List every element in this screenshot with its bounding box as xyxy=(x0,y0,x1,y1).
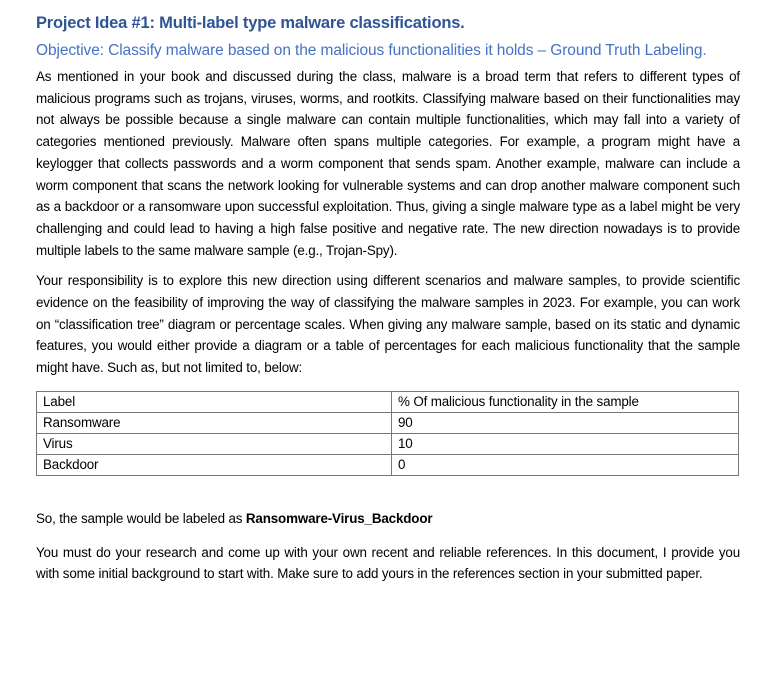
objective-heading: Objective: Classify malware based on the malicious functionalities it holds – Ground Truth Labeling. xyxy=(36,42,707,59)
cell-percentage: 0 xyxy=(392,454,739,475)
paragraph-label-result xyxy=(36,508,740,530)
functionality-table xyxy=(36,391,739,476)
cell-percentage: 10 xyxy=(392,433,739,454)
label-result-prefix: So, the sample would be labeled as xyxy=(36,510,246,526)
cell-label: Virus xyxy=(37,433,392,454)
header-label: Label xyxy=(37,391,392,412)
cell-label: Backdoor xyxy=(37,454,392,475)
paragraph-responsibility: Your responsibility is to explore this new direction using different scenarios and malware samples, to provide scientific evidence on the feasibility of improving the way of classifying the malware samples in 2023. For example, you can work on “classification tree” diagram or percentage scales. When giving any malware sample, based on its static and dynamic features, you would either provide a diagram or a table of percentages for each malicious functionality that the sample might have. Such as, but not limited to, below: xyxy=(36,273,740,376)
paragraph-references: You must do your research and come up with your own recent and reliable references. In this document, I provide you with some initial background to start with. Make sure to add yours in the references section in your submitted paper. xyxy=(36,544,740,582)
cell-label: Ransomware xyxy=(37,412,392,433)
label-result-value: Ransomware-Virus_Backdoor xyxy=(245,510,433,526)
table-row xyxy=(37,412,739,433)
paragraph-intro: As mentioned in your book and discussed during the class, malware is a broad term that refers to different types of malicious programs such as trojans, viruses, worms, and rootkits. Classifying malware based on their functionalities may not always be possible because a single malware can contain multiple functionalities, which may fall into a variety of categories mentioned previously. Malware often spans multiple categories. For example, a program might have a keylogger that collects passwords and a worm component that sends spam. Another example, malware can include a worm component that scans the network looking for vulnerable systems and can drop another malware component such as a backdoor or a ransomware upon successful exploitation. Thus, giving a single malware type as a label might be very challenging and could lead to having a high false positive and negative rate. The new direction nowadays is to provide multiple labels to the same malware sample (e.g., Trojan-Spy). xyxy=(36,69,740,258)
table-row xyxy=(37,454,739,475)
project-title: Project Idea #1: Multi-label type malware classifications. xyxy=(36,14,465,32)
cell-percentage: 90 xyxy=(392,412,739,433)
header-percentage: % Of malicious functionality in the sample xyxy=(392,391,739,412)
table-row xyxy=(37,433,739,454)
table-header-row xyxy=(37,391,739,412)
